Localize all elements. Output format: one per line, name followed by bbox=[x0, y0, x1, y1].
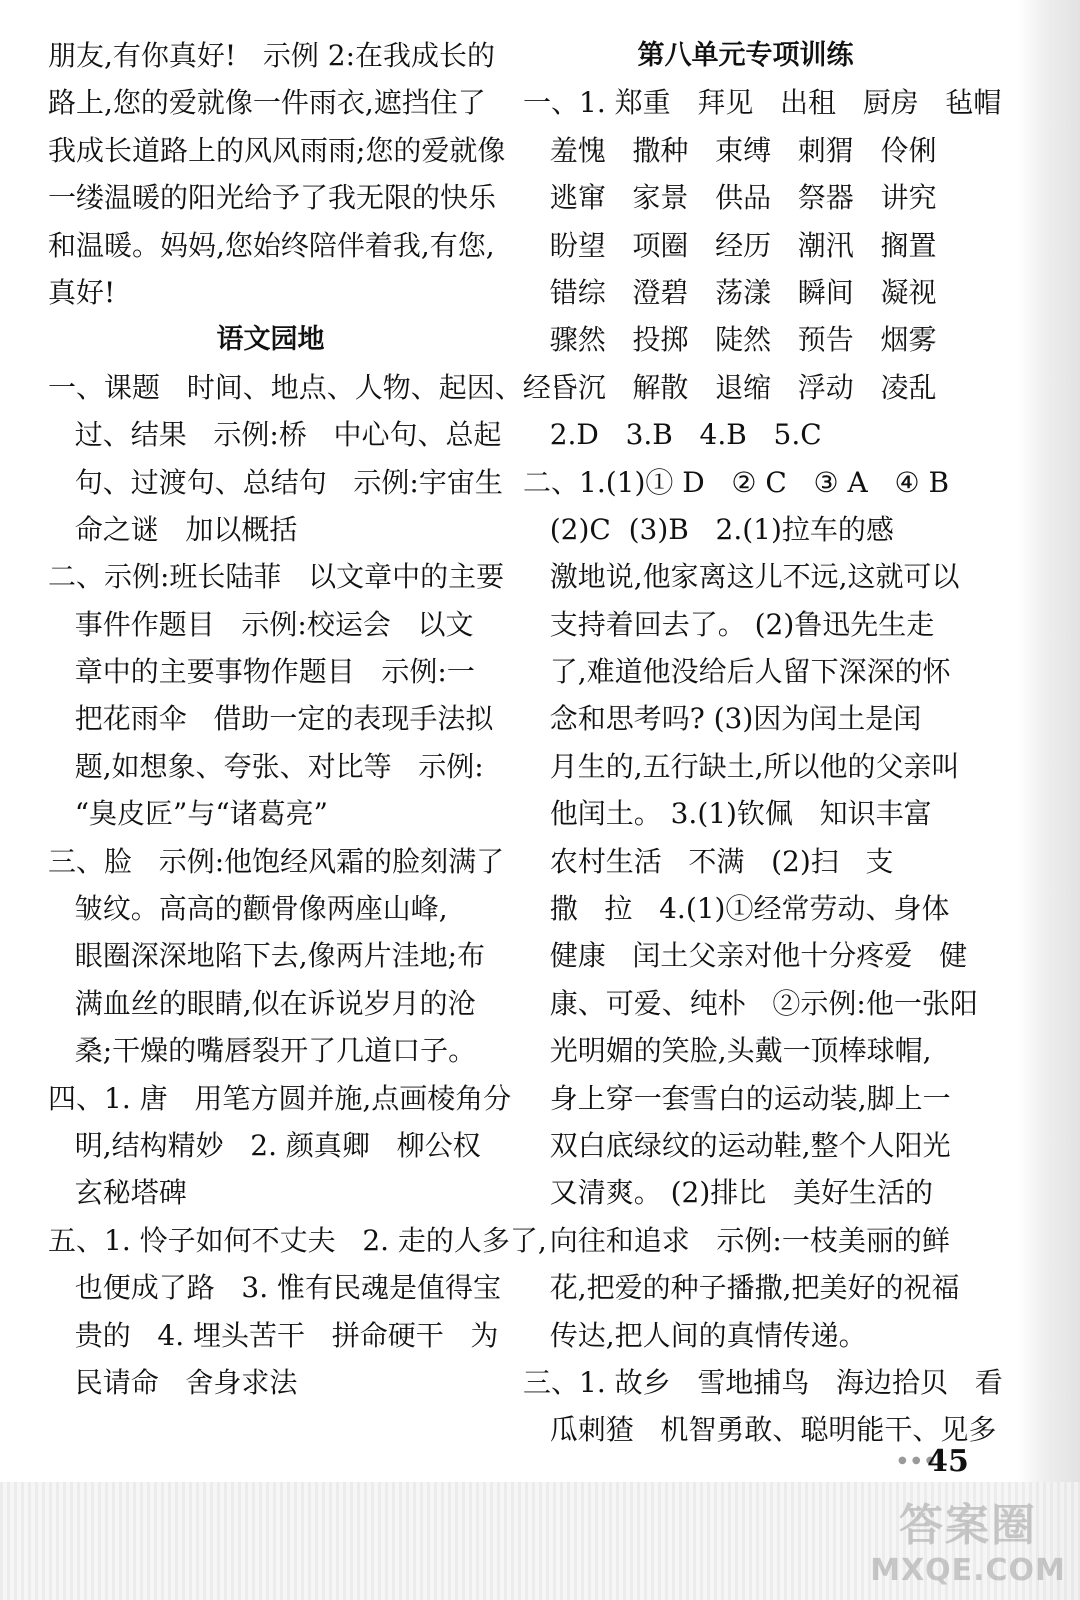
text-line: 朋友,有你真好! 示例 2:在我成长的 bbox=[48, 39, 496, 72]
watermark-logo-text: 答案圈 bbox=[899, 1500, 1037, 1551]
text-line: 羞愧 撒种 束缚 刺猬 伶俐 bbox=[523, 133, 937, 167]
text-line: 也便成了路 3. 惟有民魂是值得宝 bbox=[48, 1271, 502, 1305]
text-line: 他闰土。 3.(1)钦佩 知识丰富 bbox=[523, 797, 932, 831]
text-line: 皱纹。高高的颧骨像两座山峰, bbox=[48, 892, 448, 926]
text-line: 骤然 投掷 陡然 预告 烟雾 bbox=[523, 323, 937, 357]
text-line: 昏沉 解散 退缩 浮动 凌乱 bbox=[523, 370, 937, 404]
text-line: (2)C (3)B 2.(1)拉车的感 bbox=[523, 512, 894, 546]
page-number-ornament: ● ● ● bbox=[898, 1455, 936, 1466]
text-line: 眼圈深深地陷下去,像两片洼地;布 bbox=[48, 939, 486, 973]
text-line: 瓜刺猹 机智勇敢、聪明能干、见多 bbox=[523, 1413, 997, 1447]
text-line: 念和思考吗? (3)因为闰土是闰 bbox=[523, 702, 922, 736]
text-line: 光明媚的笑脸,头戴一顶棒球帽, bbox=[523, 1034, 932, 1068]
text-line: 贵的 4. 埋头苦干 拼命硬干 为 bbox=[48, 1318, 499, 1352]
text-line: 二、示例:班长陆菲 以文章中的主要 bbox=[48, 560, 505, 594]
text-line: 桑;干燥的嘴唇裂开了几道口子。 bbox=[48, 1034, 477, 1068]
text-line: 激地说,他家离这儿不远,这就可以 bbox=[523, 560, 960, 594]
text-line: 一、课题 时间、地点、人物、起因、经 bbox=[48, 370, 551, 404]
left-column bbox=[48, 32, 551, 1406]
text-line: 了,难道他没给后人留下深深的怀 bbox=[523, 655, 951, 689]
text-line: 2.D 3.B 4.B 5.C bbox=[523, 418, 822, 452]
text-line: “臭皮匠”与“诸葛亮” bbox=[48, 797, 328, 831]
text-line: 支持着回去了。 (2)鲁迅先生走 bbox=[523, 607, 935, 641]
text-line: 玄秘塔碑 bbox=[48, 1176, 187, 1210]
text-line: 事件作题目 示例:校运会 以文 bbox=[48, 607, 474, 641]
site-watermark bbox=[868, 1498, 1068, 1594]
text-line: 章中的主要事物作题目 示例:一 bbox=[48, 655, 475, 689]
text-line: 和温暖。妈妈,您始终陪伴着我,有您, bbox=[48, 228, 495, 262]
page-number: 45 bbox=[927, 1444, 969, 1479]
text-line: 健康 闰土父亲对他十分疼爱 健 bbox=[523, 939, 968, 973]
text-line: 又清爽。 (2)排比 美好生活的 bbox=[523, 1176, 933, 1210]
text-line: 过、结果 示例:桥 中心句、总起 bbox=[48, 418, 502, 452]
text-line: 身上穿一套雪白的运动装,脚上一 bbox=[523, 1081, 951, 1115]
text-line: 农村生活 不满 (2)扫 支 bbox=[523, 844, 894, 878]
text-line: 撒 拉 4.(1)①经常劳动、身体 bbox=[523, 892, 950, 926]
text-line: 把花雨伞 借助一定的表现手法拟 bbox=[48, 702, 494, 736]
text-line: 真好! bbox=[48, 275, 116, 309]
text-line: 路上,您的爱就像一件雨衣,遮挡住了 bbox=[48, 86, 486, 120]
section-heading: 第八单元专项训练 bbox=[637, 40, 854, 71]
text-line: 我成长道路上的风风雨雨;您的爱就像 bbox=[48, 133, 506, 167]
text-line: 一缕温暖的阳光给予了我无限的快乐 bbox=[48, 181, 497, 215]
text-line: 明,结构精妙 2. 颜真卿 柳公权 bbox=[48, 1128, 481, 1162]
text-line: 传达,把人间的真情传递。 bbox=[523, 1318, 867, 1352]
text-line: 三、1. 故乡 雪地捕鸟 海边拾贝 看 bbox=[523, 1365, 1003, 1399]
text-line: 逃窜 家景 供品 祭器 讲究 bbox=[523, 181, 937, 215]
text-line: 民请命 舍身求法 bbox=[48, 1365, 298, 1399]
text-line: 康、可爱、纯朴 ②示例:他一张阳 bbox=[523, 986, 978, 1020]
text-line: 题,如想象、夸张、对比等 示例: bbox=[48, 749, 484, 783]
text-line: 二、1.(1)① D ② C ③ A ④ B bbox=[523, 465, 950, 499]
text-line: 三、脸 示例:他饱经风霜的脸刻满了 bbox=[48, 844, 505, 878]
section-heading: 语文园地 bbox=[216, 324, 325, 356]
text-line: 盼望 项圈 经历 潮汛 搁置 bbox=[523, 228, 937, 262]
text-line: 命之谜 加以概括 bbox=[48, 512, 298, 546]
text-line: 四、1. 唐 用笔方圆并施,点画棱角分 bbox=[48, 1081, 512, 1115]
text-line: 五、1. 怜子如何不丈夫 2. 走的人多了, bbox=[48, 1223, 547, 1257]
text-line: 月生的,五行缺土,所以他的父亲叫 bbox=[523, 749, 960, 783]
text-line: 错综 澄碧 荡漾 瞬间 凝视 bbox=[523, 275, 937, 309]
text-line: 满血丝的眼睛,似在诉说岁月的沧 bbox=[48, 986, 476, 1020]
text-line: 一、1. 郑重 拜见 出租 厨房 毡帽 bbox=[523, 86, 1002, 120]
text-line: 双白底绿纹的运动鞋,整个人阳光 bbox=[523, 1128, 951, 1162]
watermark-url: MXQE.COM bbox=[870, 1553, 1066, 1588]
text-line: 句、过渡句、总结句 示例:宇宙生 bbox=[48, 465, 503, 499]
text-line: 向往和追求 示例:一枝美丽的鲜 bbox=[523, 1223, 950, 1257]
text-line: 花,把爱的种子播撒,把美好的祝福 bbox=[523, 1271, 960, 1305]
page-edge-shadow bbox=[1018, 0, 1080, 1600]
right-column bbox=[523, 32, 1003, 1454]
